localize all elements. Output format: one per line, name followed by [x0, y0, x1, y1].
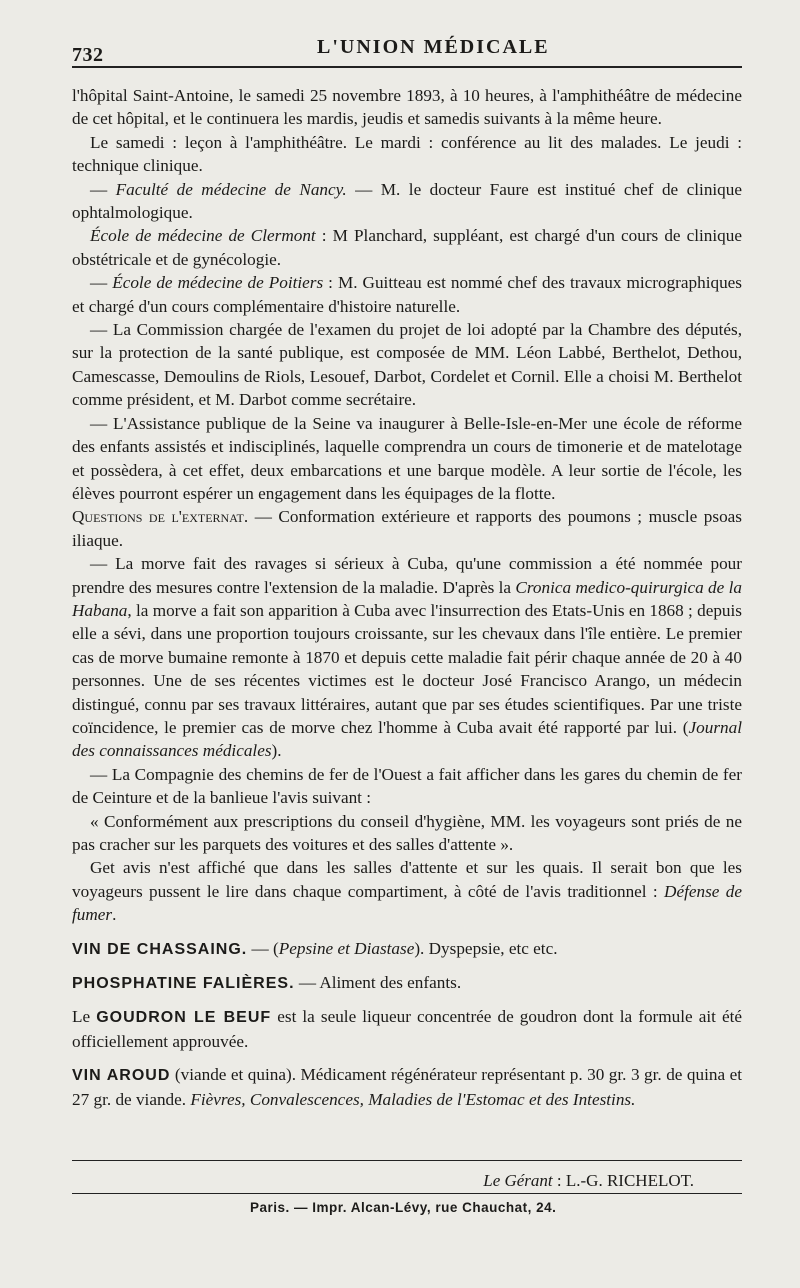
paragraph: — La Commission chargée de l'examen du projet de loi adopté par la Chambre des députés, sur la protection de la santé publique, est composée de MM. Léon Labbé, Berthelot, Dethou, Camescasse, Demoulins de Riols, Lesouef, Darbot, Cordelet et Cornil. Elle a choisi M. Berthelot comme président, et M. Darbot comme secrétaire. — [72, 320, 742, 410]
page-number: 732 — [72, 44, 104, 66]
paragraph: — L'Assistance publique de la Seine va inaugurer à Belle-Isle-en-Mer une école de réforme des enfants assistés et indisciplinés, laquelle comprendra un cours de timonerie et de matelotage et possèdera, à cet effet, deux embarcations et une barque modèle. A leur sortie de l'école, les élèves pourront espérer un engagement dans les équipages de la flotte. — [72, 413, 742, 503]
paragraph: Questions de l'externat. — Conformation extérieure et rapports des poumons ; muscle psoas iliaque. — [72, 507, 742, 550]
advertisement: PHOSPHATINE FALIÈRES. — Aliment des enfants. — [72, 973, 462, 993]
paragraph: Get avis n'est affiché que dans les salles d'attente et sur les quais. Il serait bon que les voyageurs pussent le lire dans chaque compartiment, à côté de l'avis traditionnel : Défense de fumer. — [72, 858, 742, 925]
paragraph: — École de médecine de Poitiers : M. Guitteau est nommé chef des travaux micrographiques et chargé d'un cours complémentaire d'histoire naturelle. — [72, 273, 742, 316]
paragraph: — La Compagnie des chemins de fer de l'Ouest a fait afficher dans les gares du chemin de fer de Ceinture et de la banlieue l'avis suivant : — [72, 764, 742, 808]
advertisement: VIN AROUD (viande et quina). Médicament régénérateur représentant p. 30 gr. 3 gr. de quina et 27 gr. de viande. Fièvres, Convalescences, Maladies de l'Estomac et des Intestins. — [72, 1065, 743, 1109]
running-head: L'UNION MÉDICALE — [317, 36, 550, 58]
article-body — [72, 84, 742, 1111]
printer-imprint: Paris. — Impr. Alcan-Lévy, rue Chauchat, 24. — [250, 1200, 557, 1215]
footer-rule — [72, 1160, 742, 1161]
paragraph: — Faculté de médecine de Nancy. — M. le docteur Faure est institué chef de clinique ophtalmologique. — [72, 179, 743, 223]
gerant-signature: Le Gérant : L.-G. RICHELOT. — [483, 1171, 694, 1190]
paragraph: — La morve fait des ravages si sérieux à Cuba, qu'une commission a été nommée pour prendre des mesures contre l'extension de la maladie. D'après la Cronica medico-quirurgica de la Habana, la morve a fait son apparition à Cuba avec l'insurrection des Etats-Unis en 1868 ; depuis elle a sévi, dans une proportion toujours croissante, sur les chevaux dans l'île entière. Le premier cas de morve bumaine remonte à 1870 et depuis cette maladie fait périr chaque année de 20 à 40 personnes. Une de ses récentes victimes est le docteur José Francisco Arango, un médecin distingué, connu par ses travaux littéraires, autant que par ses études scientifiques. Par une triste coïncidence, le premier cas de morve chez l'homme à Cuba avait été rapporté par lui. (Journal des connaissances médicales). — [72, 554, 742, 761]
paragraph: l'hôpital Saint-Antoine, le samedi 25 novembre 1893, à 10 heures, à l'amphithéâtre de médecine de cet hôpital, et le continuera les mardis, jeudis et samedis suivants à la même heure. — [72, 86, 742, 129]
imprint-rule — [72, 1193, 742, 1194]
advertisement: VIN DE CHASSAING. — (Pepsine et Diastase). Dyspepsie, etc etc. — [72, 938, 558, 958]
paragraph: Le samedi : leçon à l'amphithéâtre. Le mardi : conférence au lit des malades. Le jeudi : technique clinique. — [72, 132, 742, 176]
paragraph: École de médecine de Clermont : M Planchard, suppléant, est chargé d'un cours de clinique obstétricale et de gynécologie. — [72, 226, 742, 269]
advertisement: Le GOUDRON LE BEUF est la seule liqueur concentrée de goudron dont la formule ait été officiellement approuvée. — [72, 1007, 742, 1051]
paragraph: « Conformément aux prescriptions du conseil d'hygiène, MM. les voyageurs sont priés de ne pas cracher sur les parquets des voitures et des salles d'attente ». — [72, 811, 742, 854]
page-header — [72, 0, 742, 66]
header-rule — [72, 66, 742, 68]
